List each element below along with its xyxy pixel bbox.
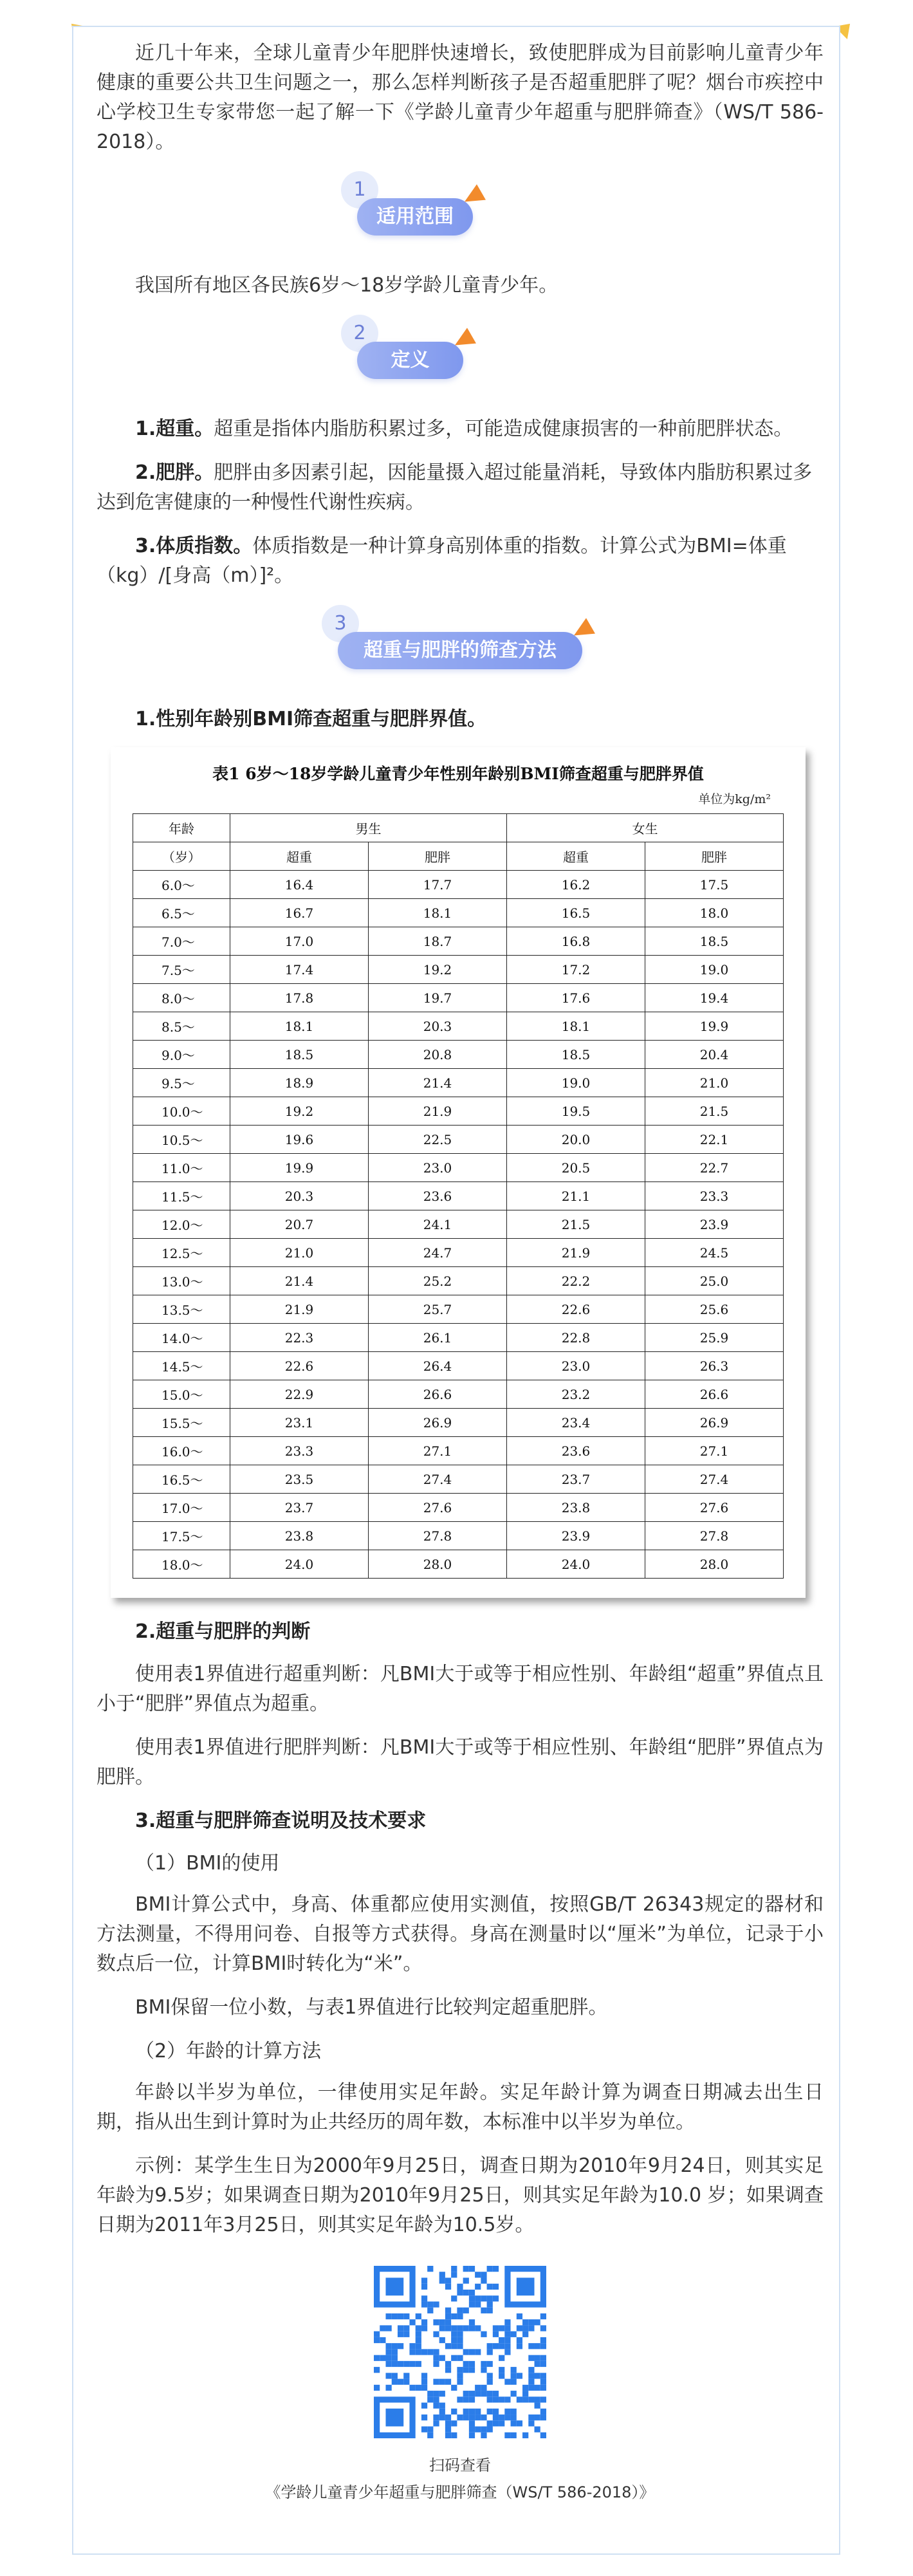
age-cell: 6.0～ xyxy=(133,871,230,899)
table-row xyxy=(133,1239,784,1267)
qr-code-icon[interactable] xyxy=(374,2266,546,2438)
value-cell: 22.5 xyxy=(369,1126,507,1154)
value-cell: 21.4 xyxy=(230,1267,369,1295)
table-row xyxy=(133,1210,784,1239)
value-cell: 27.1 xyxy=(645,1437,784,1465)
value-cell: 23.6 xyxy=(369,1182,507,1210)
header-age: 年龄 xyxy=(133,814,230,842)
value-cell: 19.5 xyxy=(507,1097,645,1126)
value-cell: 23.9 xyxy=(507,1522,645,1550)
table-row xyxy=(133,1380,784,1409)
value-cell: 19.2 xyxy=(230,1097,369,1126)
definition-term: 3.体质指数。 xyxy=(135,535,253,557)
table-row xyxy=(133,1550,784,1579)
value-cell: 20.7 xyxy=(230,1210,369,1239)
scope-paragraph: 我国所有地区各民族6岁～18岁学龄儿童青少年。 xyxy=(135,274,558,297)
method-3-subtitle-1: （1）BMI的使用 xyxy=(135,1852,280,1875)
article-content xyxy=(97,39,824,2504)
header-female-obese: 肥胖 xyxy=(645,842,784,871)
age-cell: 12.0～ xyxy=(133,1210,230,1239)
value-cell: 26.9 xyxy=(369,1409,507,1437)
method-3-paragraph-1: BMI计算公式中，身高、体重都应使用实测值，按照GB/T 26343规定的器材和方法测量，不得用问卷、自报等方式获得。身高在测量时以“厘米”为单位，记录于小数点后一位，计算BMI时转化为“米”。 xyxy=(97,1893,824,1975)
value-cell: 21.1 xyxy=(507,1182,645,1210)
section-header-2 xyxy=(97,315,824,402)
section-title: 适用范围 xyxy=(357,198,473,236)
value-cell: 27.6 xyxy=(369,1494,507,1522)
value-cell: 17.0 xyxy=(230,927,369,956)
method-1-title: 1.性别年龄别BMI筛查超重与肥胖界值。 xyxy=(135,708,487,730)
value-cell: 26.6 xyxy=(369,1380,507,1409)
age-cell: 11.0～ xyxy=(133,1154,230,1182)
value-cell: 19.6 xyxy=(230,1126,369,1154)
value-cell: 23.7 xyxy=(230,1494,369,1522)
section-header-3 xyxy=(97,605,824,692)
age-cell: 17.5～ xyxy=(133,1522,230,1550)
method-3-title: 3.超重与肥胖筛查说明及技术要求 xyxy=(135,1810,427,1832)
value-cell: 26.4 xyxy=(369,1352,507,1380)
value-cell: 22.6 xyxy=(230,1352,369,1380)
value-cell: 23.5 xyxy=(230,1465,369,1494)
age-cell: 8.0～ xyxy=(133,984,230,1012)
header-male-overweight: 超重 xyxy=(230,842,369,871)
table-row xyxy=(133,1352,784,1380)
value-cell: 23.9 xyxy=(645,1210,784,1239)
value-cell: 18.7 xyxy=(369,927,507,956)
value-cell: 20.3 xyxy=(230,1182,369,1210)
bmi-table-image xyxy=(111,747,806,1598)
value-cell: 25.7 xyxy=(369,1295,507,1324)
table-row xyxy=(133,1069,784,1097)
value-cell: 23.7 xyxy=(507,1465,645,1494)
value-cell: 24.1 xyxy=(369,1210,507,1239)
header-male: 男生 xyxy=(230,814,507,842)
value-cell: 22.3 xyxy=(230,1324,369,1352)
value-cell: 21.9 xyxy=(369,1097,507,1126)
age-cell: 16.0～ xyxy=(133,1437,230,1465)
value-cell: 19.9 xyxy=(645,1012,784,1041)
section-title: 超重与肥胖的筛查方法 xyxy=(338,632,582,669)
value-cell: 27.8 xyxy=(369,1522,507,1550)
value-cell: 17.2 xyxy=(507,956,645,984)
value-cell: 18.5 xyxy=(645,927,784,956)
definition-text: 超重是指体内脂肪积累过多，可能造成健康损害的一种前肥胖状态。 xyxy=(214,418,793,440)
value-cell: 19.0 xyxy=(645,956,784,984)
value-cell: 23.1 xyxy=(230,1409,369,1437)
qr-section xyxy=(97,2266,824,2504)
value-cell: 16.8 xyxy=(507,927,645,956)
method-3-paragraph-2: BMI保留一位小数，与表1界值进行比较判定超重肥胖。 xyxy=(135,1996,608,2019)
value-cell: 23.8 xyxy=(507,1494,645,1522)
value-cell: 26.9 xyxy=(645,1409,784,1437)
age-cell: 16.5～ xyxy=(133,1465,230,1494)
value-cell: 27.8 xyxy=(645,1522,784,1550)
table-body xyxy=(133,871,784,1579)
age-cell: 7.5～ xyxy=(133,956,230,984)
value-cell: 26.6 xyxy=(645,1380,784,1409)
definition-bmi xyxy=(97,532,824,591)
value-cell: 20.3 xyxy=(369,1012,507,1041)
header-age-unit: （岁） xyxy=(133,842,230,871)
qr-caption-2: 《学龄儿童青少年超重与肥胖筛查（WS/T 586-2018）》 xyxy=(265,2483,655,2501)
table-caption: 表1 6岁～18岁学龄儿童青少年性别年龄别BMI筛查超重与肥胖界值 xyxy=(212,764,704,783)
value-cell: 26.3 xyxy=(645,1352,784,1380)
section-number: 1 xyxy=(341,171,378,208)
age-cell: 15.5～ xyxy=(133,1409,230,1437)
table-row xyxy=(133,1295,784,1324)
method-2-paragraph-2: 使用表1界值进行肥胖判断：凡BMI大于或等于相应性别、年龄组“肥胖”界值点为肥胖。 xyxy=(97,1736,824,1788)
value-cell: 24.0 xyxy=(507,1550,645,1579)
value-cell: 24.5 xyxy=(645,1239,784,1267)
value-cell: 17.8 xyxy=(230,984,369,1012)
table-row xyxy=(133,1267,784,1295)
method-2-paragraph-1: 使用表1界值进行超重判断：凡BMI大于或等于相应性别、年龄组“超重”界值点且小于“肥胖”界值点为超重。 xyxy=(97,1663,824,1715)
value-cell: 17.4 xyxy=(230,956,369,984)
definition-obesity xyxy=(97,458,824,517)
table-row xyxy=(133,1324,784,1352)
age-cell: 7.0～ xyxy=(133,927,230,956)
value-cell: 25.0 xyxy=(645,1267,784,1295)
definition-overweight xyxy=(97,414,824,444)
age-cell: 18.0～ xyxy=(133,1550,230,1579)
value-cell: 21.5 xyxy=(645,1097,784,1126)
value-cell: 27.4 xyxy=(645,1465,784,1494)
age-cell: 13.0～ xyxy=(133,1267,230,1295)
table-row xyxy=(133,927,784,956)
value-cell: 28.0 xyxy=(369,1550,507,1579)
value-cell: 19.0 xyxy=(507,1069,645,1097)
value-cell: 26.1 xyxy=(369,1324,507,1352)
table-row xyxy=(133,1012,784,1041)
table-row xyxy=(133,1409,784,1437)
value-cell: 19.4 xyxy=(645,984,784,1012)
intro-paragraph: 近几十年来，全球儿童青少年肥胖快速增长，致使肥胖成为目前影响儿童青少年健康的重要公共卫生问题之一，那么怎样判断孩子是否超重肥胖了呢？烟台市疾控中心学校卫生专家带您一起了解一下《学龄儿童青少年超重与肥胖筛查》（WS/T 586-2018）。 xyxy=(97,42,824,153)
section-number: 3 xyxy=(322,605,359,642)
value-cell: 23.3 xyxy=(645,1182,784,1210)
value-cell: 17.5 xyxy=(645,871,784,899)
value-cell: 23.8 xyxy=(230,1522,369,1550)
value-cell: 22.1 xyxy=(645,1126,784,1154)
value-cell: 18.9 xyxy=(230,1069,369,1097)
value-cell: 22.6 xyxy=(507,1295,645,1324)
value-cell: 23.0 xyxy=(507,1352,645,1380)
value-cell: 19.9 xyxy=(230,1154,369,1182)
value-cell: 18.1 xyxy=(507,1012,645,1041)
header-female: 女生 xyxy=(507,814,784,842)
value-cell: 27.4 xyxy=(369,1465,507,1494)
value-cell: 21.9 xyxy=(230,1295,369,1324)
table-row xyxy=(133,1126,784,1154)
value-cell: 24.7 xyxy=(369,1239,507,1267)
value-cell: 22.8 xyxy=(507,1324,645,1352)
table-row xyxy=(133,984,784,1012)
value-cell: 17.6 xyxy=(507,984,645,1012)
value-cell: 23.6 xyxy=(507,1437,645,1465)
value-cell: 24.0 xyxy=(230,1550,369,1579)
definition-text: 肥胖由多因素引起，因能量摄入超过能量消耗，导致体内脂肪积累过多达到危害健康的一种慢性代谢性疾病。 xyxy=(97,461,813,514)
value-cell: 19.2 xyxy=(369,956,507,984)
method-2-title: 2.超重与肥胖的判断 xyxy=(135,1620,311,1643)
method-3-paragraph-4: 示例：某学生生日为2000年9月25日，调查日期为2010年9月24日，则其实足年龄为9.5岁；如果调查日期为2010年9月25日，则其实足年龄为10.0 岁；如果调查日期为2011年3月25日，则其实足年龄为10.5岁。 xyxy=(97,2154,824,2236)
table-row xyxy=(133,1041,784,1069)
age-cell: 11.5～ xyxy=(133,1182,230,1210)
definition-term: 2.肥胖。 xyxy=(135,461,214,484)
value-cell: 16.4 xyxy=(230,871,369,899)
value-cell: 22.2 xyxy=(507,1267,645,1295)
value-cell: 21.9 xyxy=(507,1239,645,1267)
value-cell: 22.7 xyxy=(645,1154,784,1182)
table-row xyxy=(133,956,784,984)
table-row xyxy=(133,899,784,927)
definition-text: 体质指数是一种计算身高别体重的指数。计算公式为BMI=体重（kg）/[身高（m）]²。 xyxy=(97,535,787,587)
value-cell: 16.2 xyxy=(507,871,645,899)
table-row xyxy=(133,1465,784,1494)
value-cell: 23.3 xyxy=(230,1437,369,1465)
age-cell: 9.0～ xyxy=(133,1041,230,1069)
value-cell: 25.9 xyxy=(645,1324,784,1352)
table-unit: 单位为kg/m² xyxy=(698,792,771,806)
value-cell: 25.6 xyxy=(645,1295,784,1324)
age-cell: 9.5～ xyxy=(133,1069,230,1097)
value-cell: 21.0 xyxy=(230,1239,369,1267)
value-cell: 21.4 xyxy=(369,1069,507,1097)
header-male-obese: 肥胖 xyxy=(369,842,507,871)
value-cell: 20.5 xyxy=(507,1154,645,1182)
value-cell: 20.8 xyxy=(369,1041,507,1069)
section-header-1 xyxy=(97,171,824,258)
value-cell: 16.5 xyxy=(507,899,645,927)
age-cell: 14.0～ xyxy=(133,1324,230,1352)
value-cell: 18.1 xyxy=(230,1012,369,1041)
table-row xyxy=(133,871,784,899)
value-cell: 23.0 xyxy=(369,1154,507,1182)
method-3-subtitle-2: （2）年龄的计算方法 xyxy=(135,2040,322,2062)
value-cell: 18.5 xyxy=(507,1041,645,1069)
age-cell: 17.0～ xyxy=(133,1494,230,1522)
value-cell: 19.7 xyxy=(369,984,507,1012)
age-cell: 14.5～ xyxy=(133,1352,230,1380)
section-title: 定义 xyxy=(357,342,463,379)
table-row xyxy=(133,1437,784,1465)
value-cell: 16.7 xyxy=(230,899,369,927)
value-cell: 18.0 xyxy=(645,899,784,927)
table-row xyxy=(133,1522,784,1550)
age-cell: 6.5～ xyxy=(133,899,230,927)
method-3-paragraph-3: 年龄以半岁为单位，一律使用实足年龄。实足年龄计算为调查日期减去出生日期，指从出生到计算时为止共经历的周年数，本标准中以半岁为单位。 xyxy=(97,2081,824,2133)
value-cell: 17.7 xyxy=(369,871,507,899)
value-cell: 18.5 xyxy=(230,1041,369,1069)
value-cell: 23.4 xyxy=(507,1409,645,1437)
value-cell: 27.6 xyxy=(645,1494,784,1522)
value-cell: 25.2 xyxy=(369,1267,507,1295)
qr-caption-1: 扫码查看 xyxy=(429,2456,491,2474)
table-row xyxy=(133,1097,784,1126)
age-cell: 13.5～ xyxy=(133,1295,230,1324)
value-cell: 21.0 xyxy=(645,1069,784,1097)
age-cell: 8.5～ xyxy=(133,1012,230,1041)
value-cell: 21.5 xyxy=(507,1210,645,1239)
age-cell: 12.5～ xyxy=(133,1239,230,1267)
value-cell: 28.0 xyxy=(645,1550,784,1579)
age-cell: 10.5～ xyxy=(133,1126,230,1154)
header-female-overweight: 超重 xyxy=(507,842,645,871)
table-row xyxy=(133,1154,784,1182)
value-cell: 27.1 xyxy=(369,1437,507,1465)
value-cell: 20.0 xyxy=(507,1126,645,1154)
value-cell: 20.4 xyxy=(645,1041,784,1069)
value-cell: 22.9 xyxy=(230,1380,369,1409)
section-number: 2 xyxy=(341,315,378,352)
age-cell: 10.0～ xyxy=(133,1097,230,1126)
table-row xyxy=(133,1182,784,1210)
value-cell: 23.2 xyxy=(507,1380,645,1409)
table-row xyxy=(133,1494,784,1522)
bmi-table xyxy=(133,813,784,1579)
value-cell: 18.1 xyxy=(369,899,507,927)
definition-term: 1.超重。 xyxy=(135,418,214,440)
age-cell: 15.0～ xyxy=(133,1380,230,1409)
